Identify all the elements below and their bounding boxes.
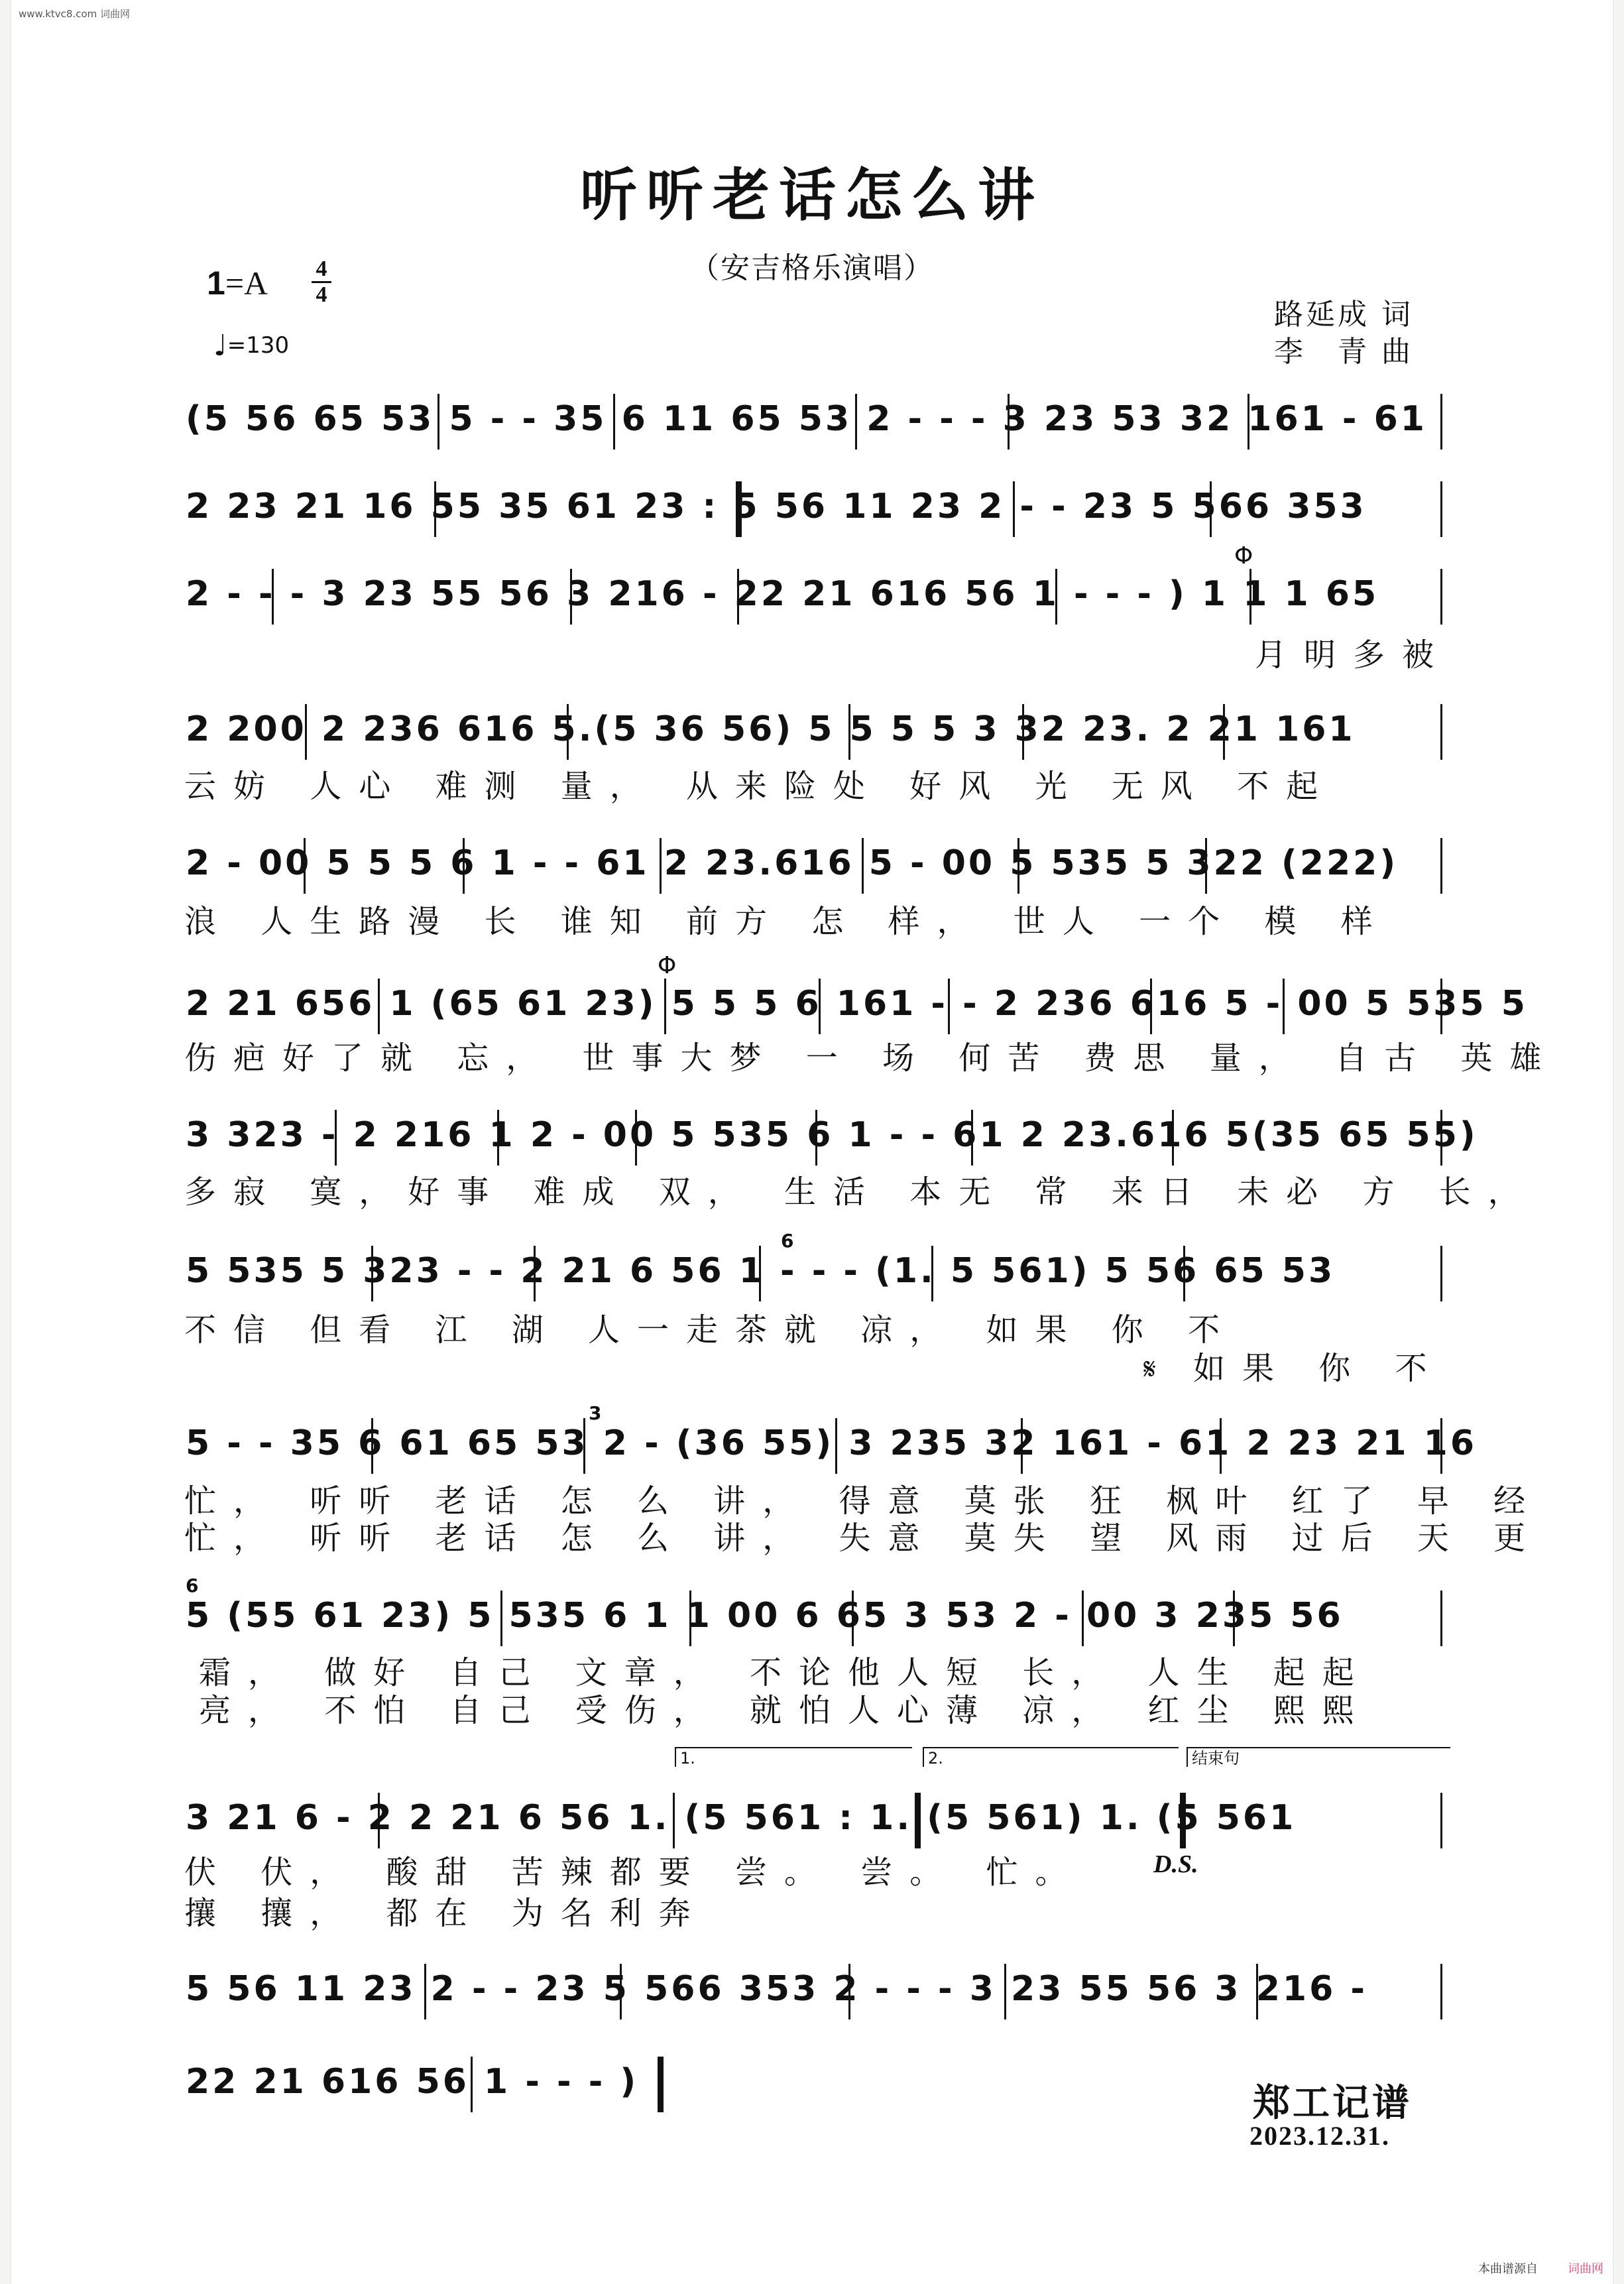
tempo-value: =130 [227,332,290,359]
notation-text: 5 (55 61 23) 5 535 6 1 1 00 6 65 3 53 2 - 00 3 235 56 [186,1596,1344,1636]
barline [437,394,439,450]
barline [1150,979,1152,1034]
barline [848,704,850,760]
notation-text: 2 23 21 16 55 35 61 23 : 5 56 11 23 2 - - 23 5 566 353 [186,487,1367,526]
barline [855,394,857,450]
meter-top: 4 [316,257,327,281]
final-barline [658,2057,664,2112]
lyrics-line: 霜， 做好 自己 文章， 不论他人短 长， 人生 起起 [199,1654,1371,1691]
barline [497,1110,499,1166]
time-change-3: 3 [589,1402,602,1424]
repeat-end-barline [915,1793,921,1848]
left-margin-strip [0,0,11,2284]
barline [1022,704,1024,760]
barline [948,979,950,1034]
first-ending-bracket: 1. [675,1747,912,1767]
barline [567,704,569,760]
lyrics-line: 忙， 听听 老话 怎 么 讲， 失意 莫失 望 风雨 过后 天 更 [184,1520,1543,1557]
key-value: =A [225,265,268,302]
barline [1004,1964,1006,2019]
lyrics-line: 亮， 不怕 自己 受伤， 就怕人心薄 凉， 红尘 熙熙 [199,1692,1371,1729]
barline [620,1964,622,2019]
barline [1440,1964,1442,2019]
barline [613,394,615,450]
barline [848,1964,850,2019]
notation-text: 22 21 616 56 1 - - - ) [186,2062,639,2102]
second-ending-bracket: 2. [923,1747,1179,1767]
lyrics-line: 月明多被 [1255,636,1452,674]
notation-text: 2 21 656 1 (65 61 23) 5 5 5 6 161 - - 2 236 616 5 - 00 5 535 5 [186,984,1528,1024]
barline [434,481,436,537]
barline [1183,1246,1185,1301]
tempo-marking [213,329,289,363]
barline [819,979,821,1034]
notation-text: 5 56 11 23 2 - - 23 5 566 353 2 - - - 3 23 55 56 3 216 - [186,1969,1367,2009]
notation-text: 5 535 5 323 - - 2 21 6 56 1 - - - (1. 5 561) 5 56 65 53 [186,1251,1336,1291]
barline [759,1246,761,1301]
dal-segno-mark: D.S. [1153,1850,1198,1878]
barline [1440,1110,1442,1166]
barline [635,1110,637,1166]
song-title: 听听老话怎么讲 [580,162,1044,229]
barline [689,1591,691,1646]
barline [1440,704,1442,760]
barline [1013,481,1015,537]
barline [1223,704,1225,760]
barline [424,1964,426,2019]
performer-subtitle: （安吉格乐演唱） [690,251,934,285]
time-change-6: 6 [781,1230,794,1252]
barline [335,1110,337,1166]
barline [1021,1418,1023,1474]
barline [1172,1110,1174,1166]
barline [1440,394,1442,450]
barline [304,838,306,894]
notation-text: 5 - - 35 6 61 65 53 2 - (36 55) 3 235 32 161 - 61 2 23 21 16 [186,1423,1478,1463]
barline [1249,569,1251,625]
barline [1440,1418,1442,1474]
barline [1440,838,1442,894]
notation-text: 2 200 2 236 616 5.(5 36 56) 5 5 5 5 3 32 23. 2 21 161 [186,709,1356,749]
transcription-date: 2023.12.31. [1249,2121,1390,2151]
footer-source-label: 本曲谱源自 [1478,2262,1538,2276]
barline [1440,1793,1442,1848]
footer-site-link[interactable]: 词曲网 [1568,2262,1603,2276]
barline [1220,1418,1222,1474]
barline [378,1793,380,1848]
barline [1440,979,1442,1034]
lyrics-line: 伏 伏， 酸甜 苦辣都要 尝。 尝。 忙。 [184,1854,1084,1891]
barline [534,1246,536,1301]
barline [463,838,465,894]
lyricist-credit: 路延成 词 [1274,298,1413,331]
barline [931,1246,933,1301]
time-signature [312,257,331,307]
barline [371,1246,373,1301]
notation-text: (5 56 65 53 5 - - 35 6 11 65 53 2 - - - 3 23 53 32 161 - 61 [186,399,1427,439]
barline [660,838,662,894]
barline [673,1793,675,1848]
barline [1008,394,1010,450]
barline [1210,481,1212,537]
lyrics-line: 不信 但看 江 湖 人一走茶就 凉， 如果 你 不 [184,1311,1238,1349]
site-label: www.ktvc8.com 词曲网 [19,8,131,20]
final-ending-bracket: 结束句 [1187,1747,1450,1767]
barline [583,1418,585,1474]
barline [1440,1246,1442,1301]
coda-icon: Φ [1234,542,1253,570]
barline [1440,481,1442,537]
lyrics-line: 如果 你 不 [1193,1350,1444,1387]
lyrics-line: 忙， 听听 老话 怎 么 讲， 得意 莫张 狂 枫叶 红了 早 经 [184,1482,1543,1520]
barline [815,1110,817,1166]
barline [1017,838,1019,894]
barline [1247,394,1249,450]
coda-icon: Φ [658,952,677,979]
barline [471,2057,473,2112]
barline [835,1418,837,1474]
quarter-note-icon: ♩ [213,329,227,363]
barline [378,979,380,1034]
barline [1233,1591,1235,1646]
segno-icon: 𝄋 [1143,1352,1156,1386]
barline [1256,1964,1258,2019]
lyrics-line: 伤疤好了就 忘， 世事大梦 一 场 何苦 费思 量， 自古 英雄 [184,1040,1559,1077]
barline [1055,569,1057,625]
barline [1440,569,1442,625]
notation-text: 3 323 - 2 216 1 2 - 00 5 535 6 1 - - 61 2 23.616 5(35 65 55) [186,1115,1478,1155]
lyrics-line: 攘 攘， 都在 为名利奔 [184,1895,708,1932]
lyrics-line: 浪 人生路漫 长 谁知 前方 怎 样， 世人 一个 模 样 [184,903,1390,940]
barline [1082,1591,1084,1646]
time-change-6: 6 [186,1575,199,1596]
lyrics-line: 云妨 人心 难测 量， 从来险处 好风 光 无风 不起 [184,768,1336,805]
transcriber-signature: 郑工记谱 [1253,2082,1412,2125]
barline [1283,979,1285,1034]
repeat-start-barline [736,481,742,537]
barline [737,569,739,625]
barline [664,979,666,1034]
notation-text: 2 - 00 5 5 5 6 1 - - 61 2 23.616 5 - 00 5 535 5 322 (222) [186,843,1399,883]
barline [371,1418,373,1474]
barline [1205,838,1207,894]
barline [272,569,274,625]
key-prefix: 1 [207,265,225,302]
barline [862,838,864,894]
notation-text: 2 - - - 3 23 55 56 3 216 - 22 21 616 56 1 - - - ) 1 1 1 65 [186,574,1379,614]
lyrics-line: 多寂 寞，好事 难成 双， 生活 本无 常 来日 未必 方 长， [184,1173,1537,1211]
barline [852,1591,854,1646]
double-barline [1180,1793,1186,1848]
barline [305,704,307,760]
right-margin-strip [1613,0,1624,2284]
notation-text: 3 21 6 - 2 2 21 6 56 1. (5 561 : 1. (5 561) 1. (5 561 [186,1798,1297,1838]
barline [500,1591,502,1646]
barline [971,1110,973,1166]
barline [570,569,572,625]
meter-bottom: 4 [316,282,327,307]
composer-credit: 李 青 曲 [1274,335,1413,369]
key-signature [207,264,268,302]
barline [1440,1591,1442,1646]
